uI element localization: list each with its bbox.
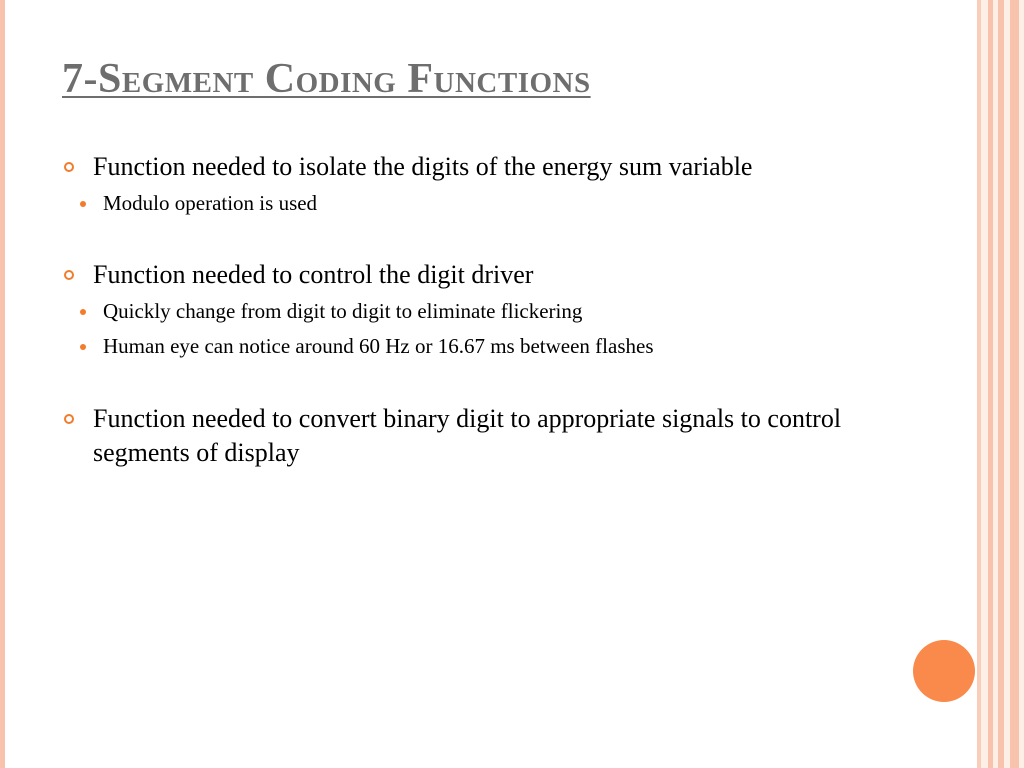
left-border-stripe bbox=[0, 0, 5, 768]
bullet-list bbox=[62, 150, 932, 470]
sub-bullet-item bbox=[62, 329, 932, 364]
bullet-text: Function needed to convert binary digit to appropriate signals to control segments of display bbox=[93, 404, 842, 467]
sub-bullet-list bbox=[62, 294, 932, 364]
sub-bullet-text: Quickly change from digit to digit to eliminate flickering bbox=[103, 299, 583, 323]
sub-bullet-item bbox=[62, 186, 932, 221]
sub-bullet-text: Human eye can notice around 60 Hz or 16.67 ms between flashes bbox=[103, 334, 654, 358]
circle-bullet-icon bbox=[64, 162, 74, 172]
sub-bullet-item bbox=[62, 294, 932, 329]
circle-bullet-icon bbox=[64, 270, 74, 280]
dot-bullet-icon bbox=[80, 201, 86, 207]
sub-bullet-list bbox=[62, 186, 932, 221]
dot-bullet-icon bbox=[80, 309, 86, 315]
slide-title: 7-Segment Coding Functions bbox=[62, 56, 591, 102]
circle-bullet-icon bbox=[64, 414, 74, 424]
bullet-item bbox=[62, 402, 932, 470]
sub-bullet-text: Modulo operation is used bbox=[103, 191, 318, 215]
bullet-text: Function needed to isolate the digits of the energy sum variable bbox=[93, 152, 753, 181]
right-border-stripe bbox=[1010, 0, 1019, 768]
bullet-text: Function needed to control the digit driver bbox=[93, 260, 534, 289]
right-border-stripe bbox=[981, 0, 988, 768]
bullet-item bbox=[62, 150, 932, 184]
bullet-item bbox=[62, 258, 932, 292]
right-border-stripe bbox=[1019, 0, 1024, 768]
decorative-circle bbox=[913, 640, 975, 702]
dot-bullet-icon bbox=[80, 344, 86, 350]
